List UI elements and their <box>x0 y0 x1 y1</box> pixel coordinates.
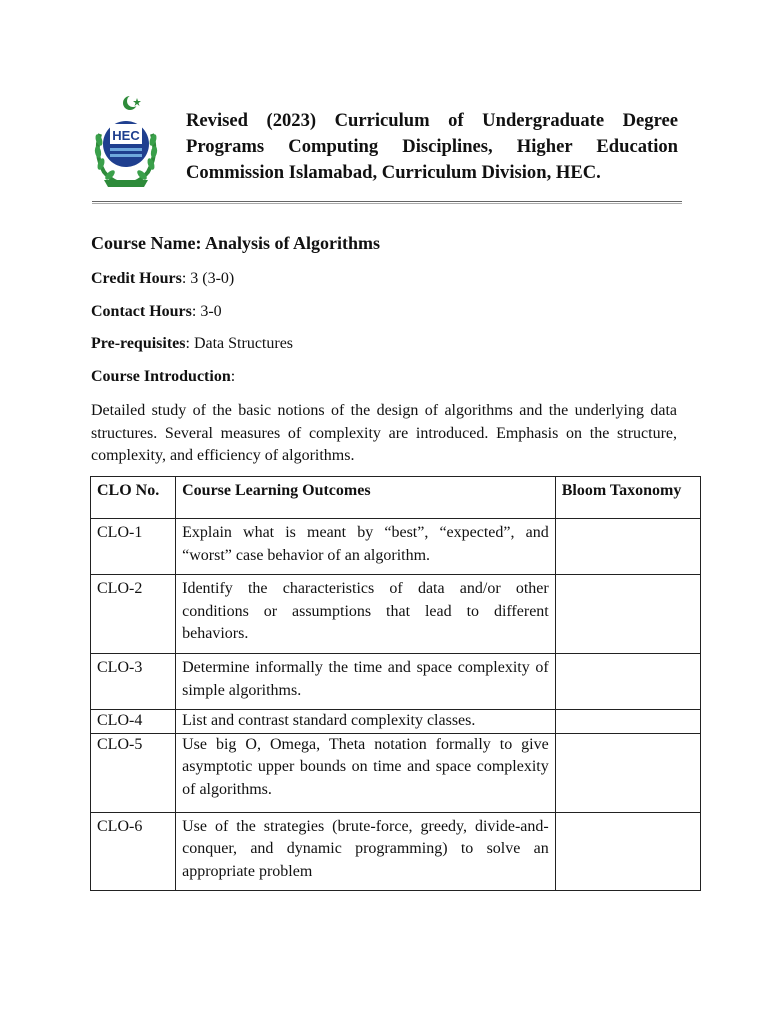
course-introduction-field <box>91 368 235 386</box>
header-divider <box>92 201 682 202</box>
header-clo-no: CLO No. <box>91 477 176 519</box>
header-title-line: Commission Islamabad, Curriculum Division, HEC. <box>186 162 601 183</box>
clo-bloom <box>555 812 700 890</box>
course-introduction-colon: : <box>230 368 236 385</box>
clo-table <box>90 476 701 891</box>
credit-hours-value: : 3 (3-0) <box>181 270 235 287</box>
contact-hours-value: : 3-0 <box>191 303 222 320</box>
table-row <box>91 733 701 812</box>
table-row <box>91 519 701 575</box>
prerequisites-label: Pre-requisites <box>91 335 186 352</box>
course-name-heading: Course Name: Analysis of Algorithms <box>91 233 380 253</box>
clo-number: CLO-2 <box>91 575 176 654</box>
header-learning-outcomes: Course Learning Outcomes <box>176 477 556 519</box>
clo-number: CLO-6 <box>91 812 176 890</box>
contact-hours-field <box>91 303 222 321</box>
prerequisites-value: : Data Structures <box>185 335 294 352</box>
contact-hours-label: Contact Hours <box>91 303 192 320</box>
clo-bloom <box>555 654 700 710</box>
header-title-line: Revised (2023) Curriculum of Undergraduate Degree <box>186 110 678 131</box>
clo-number: CLO-3 <box>91 654 176 710</box>
clo-outcome: Identify the characteristics of data and/or other conditions or assumptions that lead to different behaviors. <box>176 575 556 654</box>
hec-logo-icon <box>90 94 162 188</box>
course-introduction-label: Course Introduction <box>91 368 231 385</box>
clo-outcome: Determine informally the time and space complexity of simple algorithms. <box>176 654 556 710</box>
table-row <box>91 710 701 734</box>
credit-hours-label: Credit Hours <box>91 270 182 287</box>
table-row <box>91 575 701 654</box>
clo-outcome: Use big O, Omega, Theta notation formally to give asymptotic upper bounds on time and space complexity of algorithms. <box>176 733 556 812</box>
logo-text: HEC <box>112 128 140 143</box>
header-bloom-taxonomy: Bloom Taxonomy <box>555 477 700 519</box>
table-row <box>91 654 701 710</box>
clo-outcome: Explain what is meant by “best”, “expected”, and “worst” case behavior of an algorithm. <box>176 519 556 575</box>
clo-bloom <box>555 519 700 575</box>
header-title <box>186 108 678 186</box>
credit-hours-field <box>91 270 234 288</box>
header-title-line: Programs Computing Disciplines, Higher Education <box>186 136 678 157</box>
header-divider-thin <box>92 203 682 204</box>
table-header-row <box>91 477 701 519</box>
clo-number: CLO-5 <box>91 733 176 812</box>
clo-number: CLO-4 <box>91 710 176 734</box>
course-introduction-text: Detailed study of the basic notions of the design of algorithms and the underlying data structures. Several measures of complexity are introduced. Emphasis on the structure, complexity, and efficiency of algorithms. <box>91 402 677 464</box>
clo-bloom <box>555 575 700 654</box>
clo-number: CLO-1 <box>91 519 176 575</box>
clo-outcome: Use of the strategies (brute-force, greedy, divide-and-conquer, and dynamic programming) to solve an appropriate problem <box>176 812 556 890</box>
clo-bloom <box>555 710 700 734</box>
prerequisites-field <box>91 335 293 353</box>
table-row <box>91 812 701 890</box>
clo-outcome: List and contrast standard complexity classes. <box>176 710 556 734</box>
document-header <box>90 94 680 194</box>
clo-bloom <box>555 733 700 812</box>
